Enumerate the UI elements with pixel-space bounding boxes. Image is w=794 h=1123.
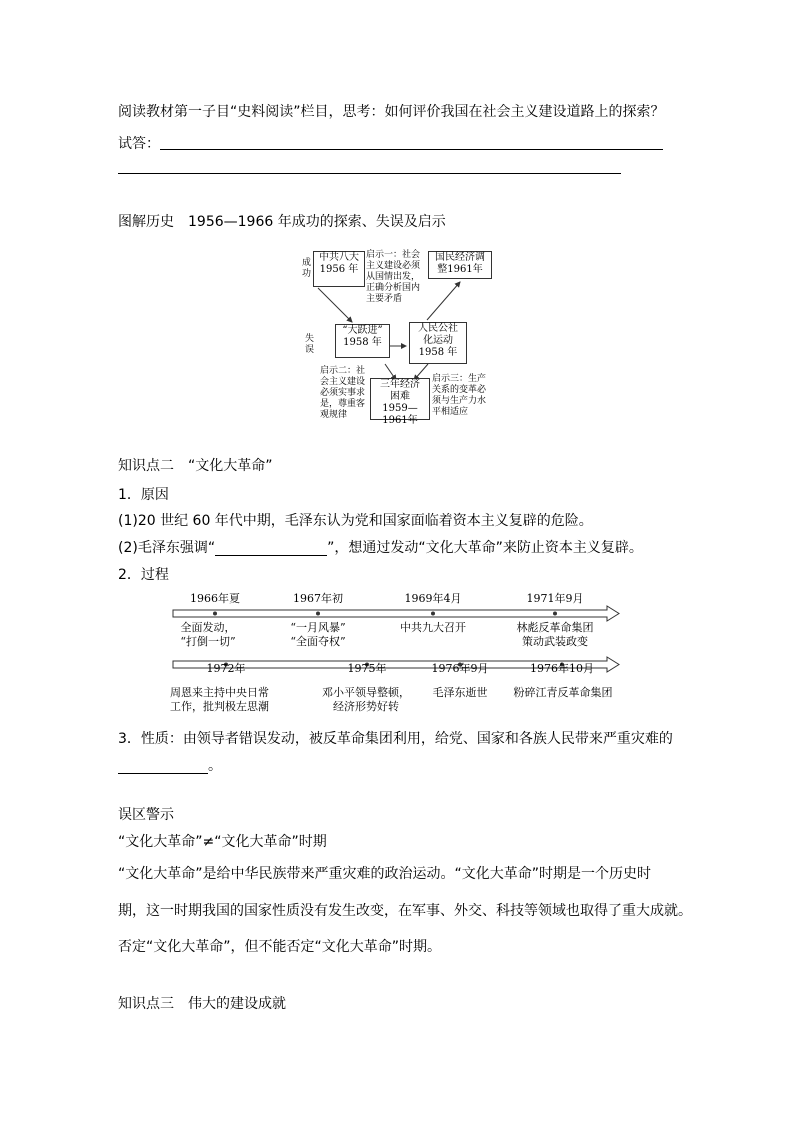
timeline-bottom-date: 1972年	[206, 662, 246, 675]
timeline-bottom-event: 粉碎江青反革命集团	[513, 686, 613, 699]
warning-line-1: “文化大革命”是给中华民族带来严重灾难的政治运动。“文化大革命”时期是一个历史时	[118, 866, 652, 882]
timeline-bottom-event: 毛泽东逝世	[432, 686, 488, 699]
timeline-bottom-event: 邓小平领导整顿， 经济形势好转	[322, 686, 410, 713]
timeline-top-event: “一月风暴” “全面夺权”	[290, 621, 346, 648]
timeline-top-date: 1969年4月	[404, 592, 462, 605]
timeline-tick	[316, 612, 320, 616]
timeline-bottom-event: 周恩来主持中央日常 工作，批判极左思潮	[170, 686, 269, 713]
timeline-top-date: 1971年9月	[526, 592, 584, 605]
answer-label: 试答：	[118, 136, 160, 152]
blank-slogan[interactable]	[215, 541, 327, 556]
timeline-bottom-date: 1976年10月	[530, 662, 594, 675]
blank-nature[interactable]	[118, 759, 208, 774]
answer-line-2[interactable]	[118, 173, 621, 174]
box-adjustment: 国民经济调 整1961年	[428, 251, 492, 279]
warning-subtitle: “文化大革命”≠“文化大革命”时期	[118, 834, 327, 850]
kp2-title: 知识点二 “文化大革命”	[118, 458, 273, 474]
timeline-tick	[553, 612, 557, 616]
arrow-to-adjustment	[427, 282, 460, 320]
kp3-title: 知识点三 伟大的建设成就	[118, 996, 286, 1012]
timeline-arrow-top	[173, 606, 619, 621]
timeline-top-event: 全面发动， “打倒一切”	[180, 621, 236, 648]
timeline-bottom-date: 1975年	[347, 662, 387, 675]
kp2-section-cause: 1．原因	[118, 487, 169, 503]
timeline-top-event: 中共九大召开	[400, 621, 466, 634]
box-difficulty: 三年经济 困难 1959—1961年	[370, 378, 430, 420]
kp2-nature-blank-row	[118, 758, 222, 774]
note-lesson-2: 启示二：社 会主义建设 必须实事求 是，尊重客 观规律	[320, 366, 366, 420]
arrow-congress-to-leap	[318, 288, 352, 322]
kp2-nature-end: 。	[208, 758, 222, 774]
diagram-heading: 图解历史 1956—1966 年成功的探索、失误及启示	[118, 214, 446, 230]
kp2-section-process: 2．过程	[118, 567, 169, 583]
kp2-cause-2-post: ”，想通过发动“文化大革命”来防止资本主义复辟。	[327, 540, 643, 556]
side-label-success: 成 功	[302, 258, 312, 279]
warning-title: 误区警示	[118, 807, 174, 823]
kp2-cause-2	[118, 540, 643, 556]
timeline-top-date: 1967年初	[293, 592, 343, 605]
kp2-nature: 3．性质：由领导者错误发动，被反革命集团利用，给党、国家和各族人民带来严重灾难的	[118, 731, 673, 747]
timeline-bottom-date: 1976年9月	[431, 662, 489, 675]
box-great-leap: “大跃进” 1958 年	[335, 324, 390, 358]
timeline-top-date: 1966年夏	[190, 592, 240, 605]
kp2-cause-2-pre: (2)毛泽东强调“	[118, 540, 216, 556]
note-lesson-1: 启示一：社会 主义建设必须 从国情出发， 正确分析国内 主要矛盾	[366, 250, 421, 304]
box-commune: 人民公社 化运动 1958 年	[409, 322, 467, 364]
timeline-top-event: 林彪反革命集团 策动武装政变	[516, 621, 594, 648]
box-8th-congress: 中共八大 1956 年	[313, 251, 365, 287]
side-label-fail: 失 误	[305, 334, 315, 355]
kp2-cause-1: (1)20 世纪 60 年代中期，毛泽东认为党和国家面临着资本主义复辟的危险。	[118, 513, 593, 529]
answer-line-1[interactable]	[160, 149, 663, 150]
reading-question: 阅读教材第一子目“史料阅读”栏目，思考：如何评价我国在社会主义建设道路上的探索？	[118, 104, 665, 120]
timeline-tick	[431, 612, 435, 616]
timeline-tick	[213, 612, 217, 616]
warning-line-2: 期，这一时期我国的国家性质没有发生改变，在军事、外交、科技等领域也取得了重大成就。	[118, 903, 692, 919]
note-lesson-3: 启示三：生产 关系的变革必 须与生产力水 平相适应	[432, 374, 487, 417]
warning-line-3: 否定“文化大革命”，但不能否定“文化大革命”时期。	[118, 939, 442, 955]
